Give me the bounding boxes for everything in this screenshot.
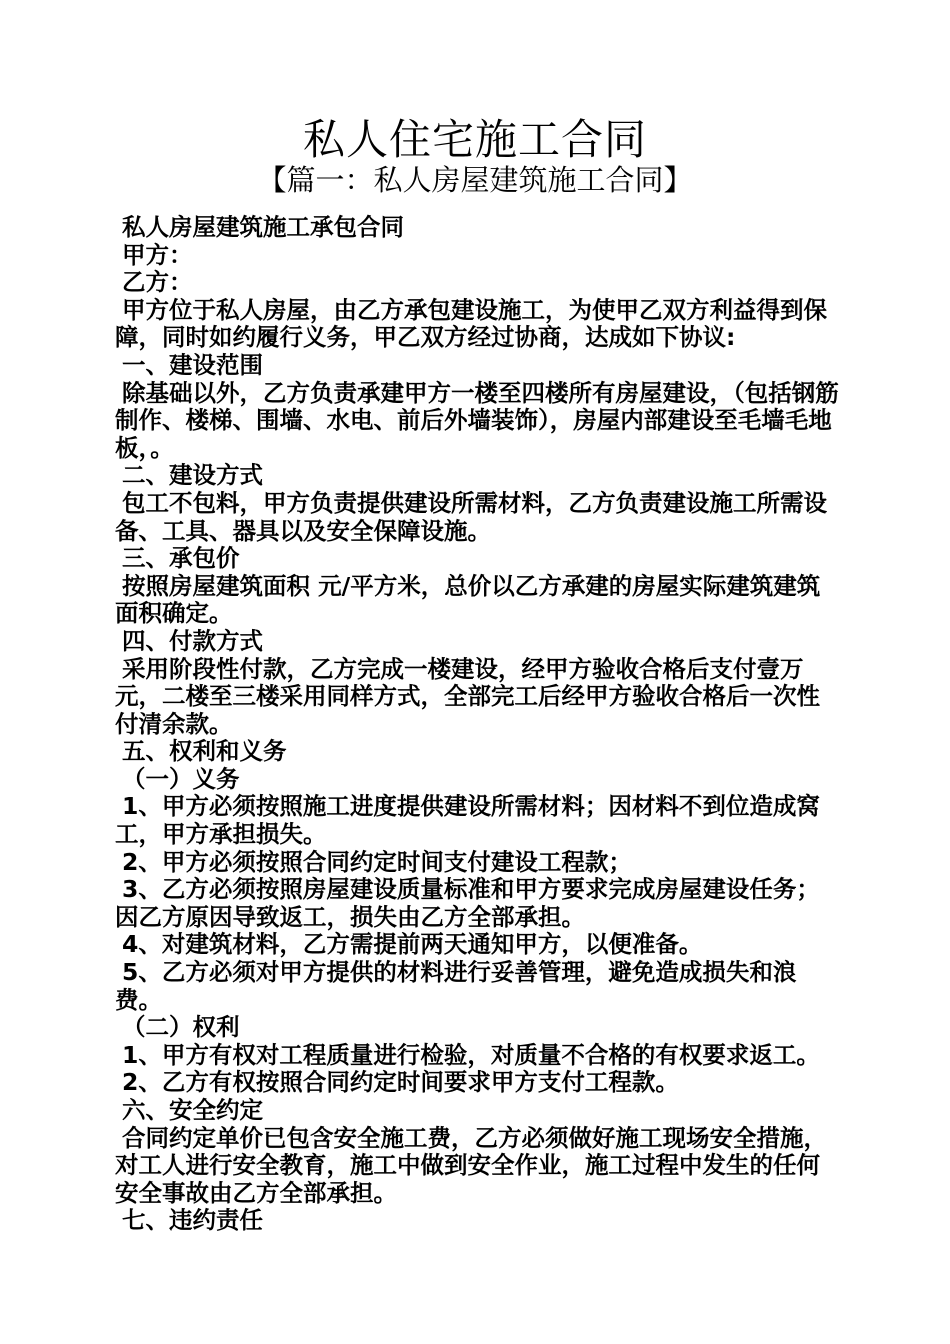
list-item: 4、对建筑材料，乙方需提前两天通知甲方，以便准备。 xyxy=(122,930,703,959)
section-heading: 六、安全约定 xyxy=(122,1096,263,1124)
party-b-line: 乙方： xyxy=(122,268,193,297)
section-heading: 七、违约责任 xyxy=(122,1206,263,1235)
list-item: 1、甲方有权对工程质量进行检验，对质量不合格的有权要求返工。 xyxy=(122,1040,820,1069)
list-item: 1、甲方必须按照施工进度提供建设所需材料；因材料不到位造成窝工，甲方承担损失。 xyxy=(115,792,820,849)
list-item: 2、甲方必须按照合同约定时间支付建设工程款； xyxy=(122,847,632,876)
intro-paragraph: 甲方位于私人房屋，由乙方承包建设施工，为使甲乙双方利益得到保障，同时如约履行义务，甲乙双方经过协商，达成如下协议: xyxy=(115,295,827,352)
section-heading: 二、建设方式 xyxy=(122,461,263,490)
section-paragraph: 除基础以外，乙方负责承建甲方一楼至四楼所有房屋建设，（包括钢筋制作、楼梯、围墙、水电、前后外墙装饰），房屋内部建设至毛墙毛地板，。 xyxy=(115,378,839,462)
list-item: 5、乙方必须对甲方提供的材料进行妥善管理，避免造成损失和浪费。 xyxy=(115,958,797,1014)
section-heading: 五、权利和义务 xyxy=(122,737,287,766)
section-heading: 四、付款方式 xyxy=(122,626,263,655)
list-item: 2、乙方有权按照合同约定时间要求甲方支付工程款。 xyxy=(122,1068,679,1097)
subsection-heading: （二）权利 xyxy=(122,1013,240,1042)
party-a-line: 甲方： xyxy=(122,240,193,269)
page-title: 私人住宅施工合同 xyxy=(302,115,647,164)
section-heading: 一、建设范围 xyxy=(122,350,263,379)
section-paragraph: 按照房屋建筑面积 元/平方米，总价以乙方承建的房屋实际建筑建筑面积确定。 xyxy=(115,571,821,628)
section-paragraph: 采用阶段性付款，乙方完成一楼建设，经甲方验收合格后支付壹万元，二楼至三楼采用同样方式，全部完工后经甲方验收合格后一次性付清余款。 xyxy=(115,654,820,738)
list-item: 3、乙方必须按照房屋建设质量标准和甲方要求完成房屋建设任务；因乙方原因导致返工，损失由乙方全部承担。 xyxy=(115,875,820,931)
contract-heading: 私人房屋建筑施工承包合同 xyxy=(122,213,404,241)
section-paragraph: 包工不包料，甲方负责提供建设所需材料，乙方负责建设施工所需设备、工具、器具以及安全保障设施。 xyxy=(115,488,827,545)
document-body xyxy=(115,214,840,1235)
section-heading: 三、承包价 xyxy=(122,544,240,573)
subsection-heading: （一）义务 xyxy=(122,764,240,793)
section-paragraph: 合同约定单价已包含安全施工费，乙方必须做好施工现场安全措施，对工人进行安全教育，施工中做到安全作业，施工过程中发生的任何安全事故由乙方全部承担。 xyxy=(115,1123,827,1207)
page-subtitle: 【篇一：私人房屋建筑施工合同】 xyxy=(257,163,693,197)
